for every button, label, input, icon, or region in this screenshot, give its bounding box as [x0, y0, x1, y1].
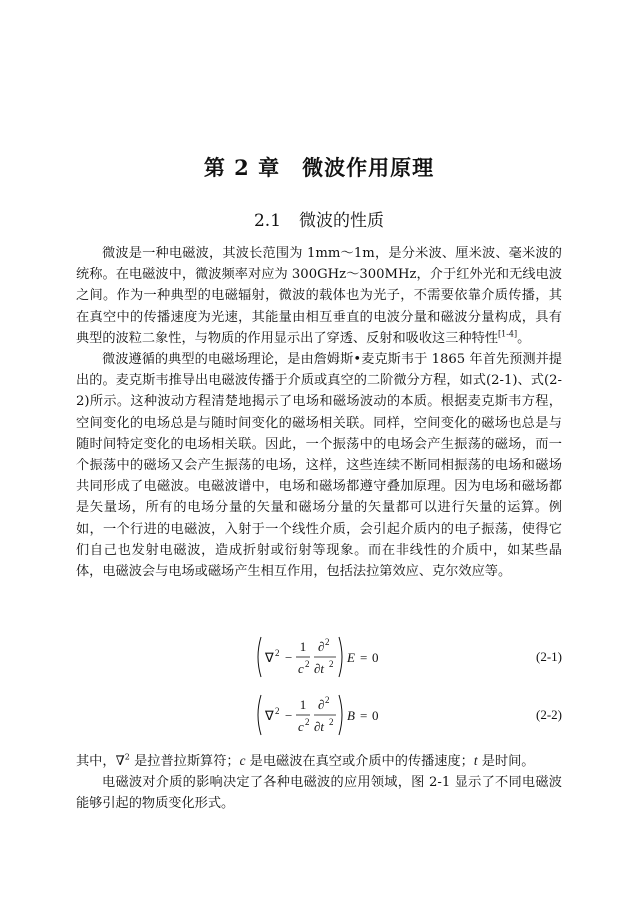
paragraph-1-text: 微波是一种电磁波，其波长范围为 1mm～1m，是分米波、厘米波、毫米波的统称。在电磁波中，微波频率对应为 300GHz～300MHz，介于红外光和无线电波之间。作为一种典型的电磁辐射，微波的载体也为光子，不需要依靠介质传播，其在真空中的传播速度为光速，其能量由相互垂直的电波分量和磁波分量构成，具有典型的波粒二象性，与物质的作用显示出了穿透、反射和吸收这三种特性	[76, 246, 562, 346]
nabla-exponent: 2	[275, 648, 280, 658]
equation-2-2	[76, 692, 562, 738]
partial-denominator-exp: 2	[329, 659, 334, 669]
section-title: 微波的性质	[299, 211, 385, 231]
equation-number: (2-1)	[536, 649, 562, 664]
partial-numerator: ∂	[318, 639, 325, 654]
nabla-exponent: 2	[275, 706, 280, 716]
minus-sign: −	[285, 708, 293, 723]
partial-denominator: ∂t	[314, 661, 325, 676]
fraction-denominator-c: c	[298, 661, 304, 676]
nabla-inline: ∇	[115, 754, 125, 769]
partial-denominator-exp: 2	[329, 717, 334, 727]
section-number: 2.1	[253, 211, 282, 231]
equals-sign: =	[360, 650, 368, 665]
rhs-value: 0	[372, 708, 379, 723]
paragraph-2: 微波遵循的典型的电磁场理论，是由詹姆斯•麦克斯韦于 1865 年首先预测并提出的。麦克斯韦推导出电磁波传播于介质或真空的二阶微分方程，如式(2-1)、式(2-2)所示。这种波动方程清楚地揭示了电场和磁场波动的本质。根据麦克斯韦方程，空间变化的电场总是与随时间变化的磁场相关联。同样，空间变化的磁场也总是与随时间特定变化的电场相关联。因此，一个振荡中的电场会产生振荡的磁场，而一个振荡中的磁场又会产生振荡的电场，这样，这些连续不断同相振荡的电场和磁场共同形成了电磁波。电磁波谱中，电场和磁场都遵守叠加原理。因为电场和磁场都是矢量场，所有的电场分量的矢量和磁场分量的矢量都可以进行矢量的运算。例如，一个行进的电磁波，入射于一个线性介质，会引起介质内的电子振荡，使得它们自己也发射电磁波，造成折射或衍射等现象。而在非线性的介质中，如某些晶体，电磁波会与电场或磁场产生相互作用，包括法拉第效应、克尔效应等。	[76, 352, 562, 580]
equals-sign: =	[360, 708, 368, 723]
fraction-numerator: 1	[299, 697, 307, 712]
field-symbol: B	[347, 708, 355, 723]
fraction-denominator-c: c	[298, 719, 304, 734]
partial-numerator-exp: 2	[325, 637, 330, 647]
left-paren-icon	[258, 695, 261, 735]
equation-2-1	[76, 634, 562, 680]
c-description: 是电磁波在真空或介质中的传播速度；	[245, 754, 474, 769]
equation-2-2-formula	[254, 692, 394, 738]
explanation-text	[76, 750, 562, 815]
nabla-symbol: ∇	[265, 650, 274, 665]
where-line	[76, 750, 562, 772]
nabla-symbol: ∇	[265, 708, 274, 723]
t-symbol: t	[473, 753, 478, 768]
partial-numerator: ∂	[318, 697, 325, 712]
minus-sign: −	[285, 650, 293, 665]
right-paren-icon	[339, 637, 342, 677]
section-heading	[0, 206, 638, 231]
nabla-inline-exp: 2	[124, 752, 130, 762]
where-prefix: 其中，	[76, 754, 116, 769]
chapter-title: 第 2 章 微波作用原理	[203, 155, 435, 180]
equation-number: (2-2)	[536, 707, 562, 722]
where-mid: 是拉普拉斯算符；	[129, 754, 240, 769]
citation-tail: 。	[517, 330, 531, 346]
right-paren-icon	[339, 695, 342, 735]
c-symbol: c	[239, 753, 246, 768]
paragraph-1	[76, 243, 562, 349]
left-paren-icon	[258, 637, 261, 677]
fraction-denominator-exp: 2	[305, 659, 310, 669]
partial-denominator: ∂t	[314, 719, 325, 734]
equation-2-1-formula	[254, 634, 394, 680]
t-description: 是时间。	[477, 754, 535, 769]
body-text	[76, 243, 562, 582]
closing-paragraph: 电磁波对介质的影响决定了各种电磁波的应用领域，图 2-1 显示了不同电磁波能够引起的物质变化形式。	[76, 775, 562, 812]
citation: [1-4]	[498, 329, 518, 339]
field-symbol: E	[347, 650, 355, 665]
fraction-denominator-exp: 2	[305, 717, 310, 727]
fraction-numerator: 1	[299, 639, 307, 654]
rhs-value: 0	[372, 650, 379, 665]
partial-numerator-exp: 2	[325, 695, 330, 705]
